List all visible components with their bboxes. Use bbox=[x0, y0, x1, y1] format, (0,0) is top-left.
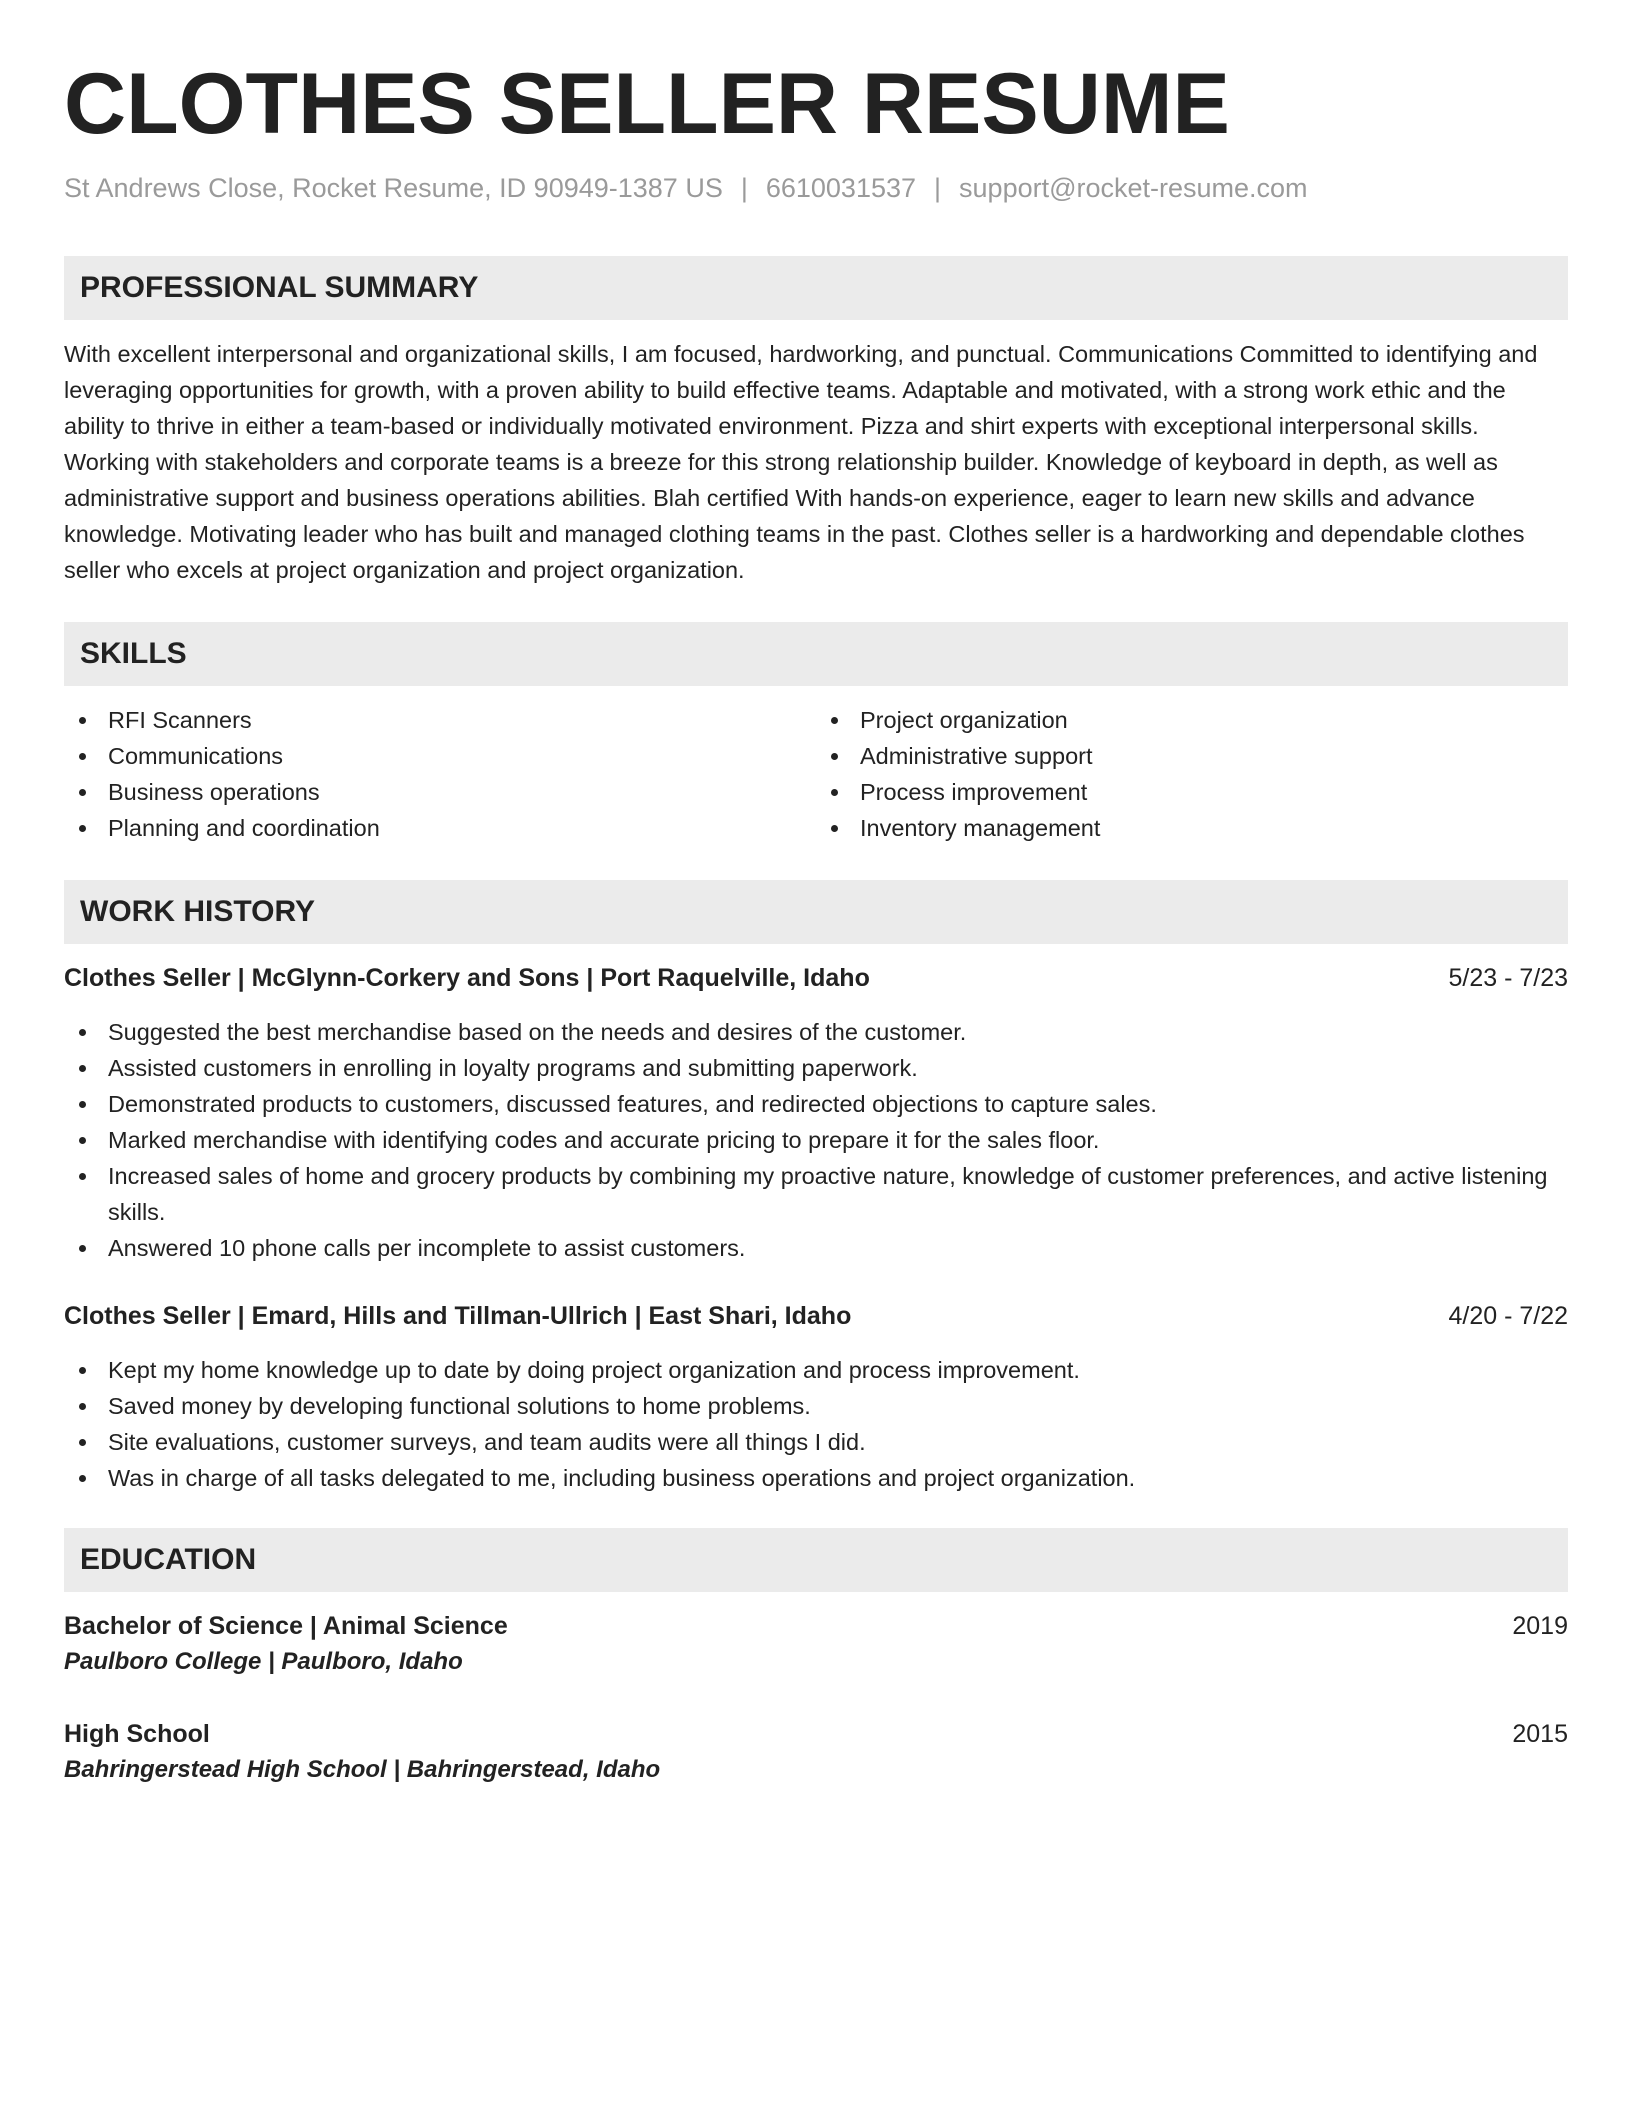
skill-item: Planning and coordination bbox=[108, 810, 816, 846]
job-duties-list bbox=[64, 1014, 1568, 1266]
skill-item: Communications bbox=[108, 738, 816, 774]
job-duty-item: Site evaluations, customer surveys, and team audits were all things I did. bbox=[64, 1424, 1568, 1460]
education-school: Bahringerstead High School | Bahringerstead, Idaho bbox=[64, 1756, 661, 1783]
job-heading-row bbox=[64, 1298, 1568, 1334]
job-heading-row bbox=[64, 960, 1568, 996]
job-duties-list bbox=[64, 1352, 1568, 1496]
education-heading-row bbox=[64, 1608, 1568, 1644]
education-heading-row bbox=[64, 1716, 1568, 1752]
education-year: 2019 bbox=[1512, 1612, 1568, 1640]
skills-grid bbox=[64, 702, 1568, 846]
contact-email: support@rocket-resume.com bbox=[959, 173, 1308, 203]
section-title: SKILLS bbox=[80, 637, 187, 670]
job-duty-item: Answered 10 phone calls per incomplete to assist customers. bbox=[64, 1230, 1568, 1266]
skill-item: RFI Scanners bbox=[108, 702, 816, 738]
job-duty-item: Assisted customers in enrolling in loyalty programs and submitting paperwork. bbox=[64, 1050, 1568, 1086]
contact-phone: 6610031537 bbox=[765, 173, 917, 203]
job-duty-item: Was in charge of all tasks delegated to me, including business operations and project organization. bbox=[64, 1460, 1568, 1496]
contact-separator: | bbox=[740, 173, 748, 203]
section-header-work-history bbox=[64, 880, 1568, 944]
contact-line bbox=[64, 170, 1568, 206]
contact-separator: | bbox=[934, 173, 942, 203]
skill-item: Project organization bbox=[860, 702, 1568, 738]
education-year: 2015 bbox=[1512, 1720, 1568, 1748]
section-title: EDUCATION bbox=[80, 1543, 257, 1576]
skills-column-right bbox=[816, 702, 1568, 846]
job-duty-item: Demonstrated products to customers, discussed features, and redirected objections to capture sales. bbox=[64, 1086, 1568, 1122]
section-header-education bbox=[64, 1528, 1568, 1592]
job-dates: 4/20 - 7/22 bbox=[1448, 1302, 1568, 1330]
job-title: Clothes Seller | Emard, Hills and Tillman-Ullrich | East Shari, Idaho bbox=[64, 1302, 852, 1330]
job-duty-item: Saved money by developing functional solutions to home problems. bbox=[64, 1388, 1568, 1424]
skill-item: Inventory management bbox=[860, 810, 1568, 846]
skills-column-left bbox=[64, 702, 816, 846]
section-title: PROFESSIONAL SUMMARY bbox=[80, 271, 479, 304]
education-degree: High School bbox=[64, 1720, 210, 1748]
contact-address: St Andrews Close, Rocket Resume, ID 90949-1387 US bbox=[64, 173, 723, 203]
summary-text: With excellent interpersonal and organizational skills, I am focused, hardworking, and punctual. Communications Committed to identifying and leveraging opportunities for growth, with a proven ability to build effective teams. Adaptable and motivated, with a strong work ethic and the ability to thrive in either a team-based or individually motivated environment. Pizza and shirt experts with exceptional interpersonal skills. Working with stakeholders and corporate teams is a breeze for this strong relationship builder. Knowledge of keyboard in depth, as well as administrative support and business operations abilities. Blah certified With hands-on experience, eager to learn new skills and advance knowledge. Motivating leader who has built and managed clothing teams in the past. Clothes seller is a hardworking and dependable clothes seller who excels at project organization and project organization. bbox=[64, 341, 1538, 583]
job-duty-item: Kept my home knowledge up to date by doing project organization and process improvement. bbox=[64, 1352, 1568, 1388]
skill-item: Business operations bbox=[108, 774, 816, 810]
skill-item: Process improvement bbox=[860, 774, 1568, 810]
job-dates: 5/23 - 7/23 bbox=[1448, 964, 1568, 992]
job-duty-item: Suggested the best merchandise based on the needs and desires of the customer. bbox=[64, 1014, 1568, 1050]
section-title: WORK HISTORY bbox=[80, 895, 316, 928]
resume-title: CLOTHES SELLER RESUME bbox=[64, 56, 1230, 152]
skill-item: Administrative support bbox=[860, 738, 1568, 774]
section-header-skills bbox=[64, 622, 1568, 686]
job-title: Clothes Seller | McGlynn-Corkery and Sons | Port Raquelville, Idaho bbox=[64, 964, 870, 992]
job-duty-item: Increased sales of home and grocery products by combining my proactive nature, knowledge of customer preferences, and active listening skills. bbox=[64, 1158, 1568, 1230]
education-school: Paulboro College | Paulboro, Idaho bbox=[64, 1648, 463, 1675]
job-duty-item: Marked merchandise with identifying codes and accurate pricing to prepare it for the sales floor. bbox=[64, 1122, 1568, 1158]
education-degree: Bachelor of Science | Animal Science bbox=[64, 1612, 508, 1640]
section-header-summary bbox=[64, 256, 1568, 320]
